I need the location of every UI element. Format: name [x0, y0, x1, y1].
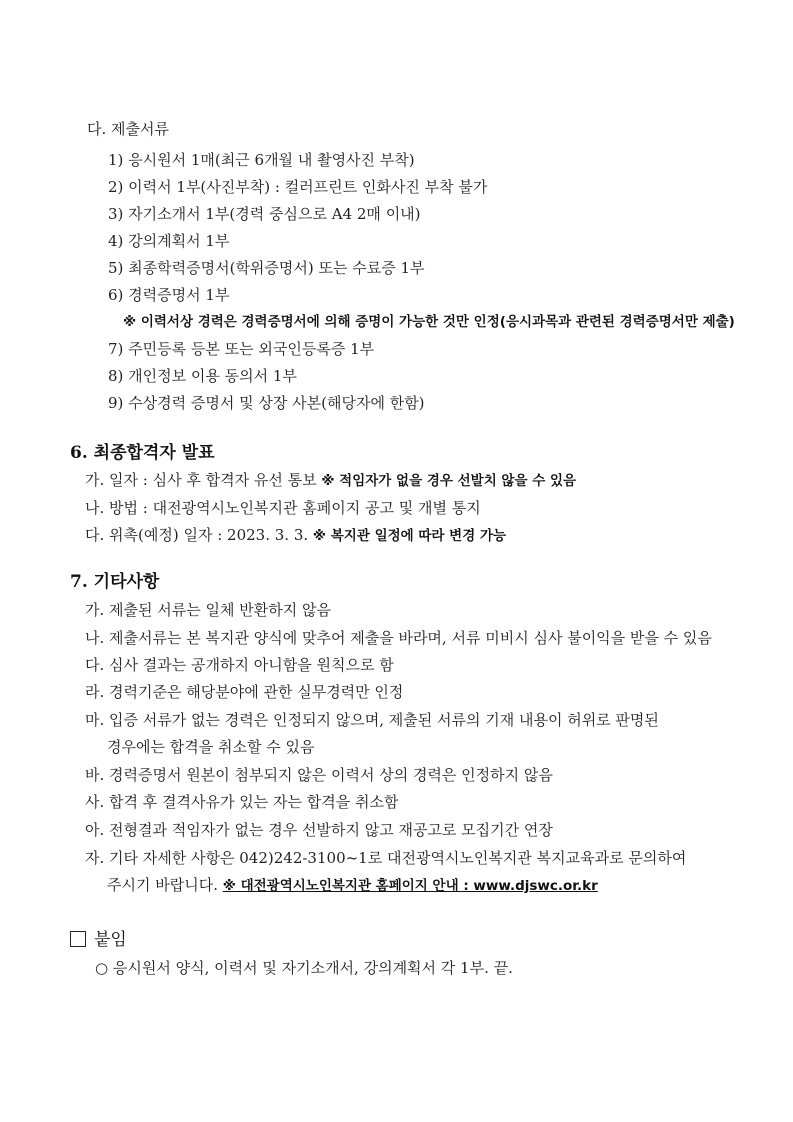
- misc-item: 다. 심사 결과는 공개하지 아니함을 원칙으로 함: [85, 656, 394, 674]
- doc-item: 3) 자기소개서 1부(경력 중심으로 A4 2매 이내): [108, 205, 421, 223]
- homepage-link[interactable]: ※ 대전광역시노인복지관 홈페이지 안내 : www.djswc.or.kr: [222, 878, 598, 894]
- doc-item: 6) 경력증명서 1부: [108, 286, 230, 304]
- announce-method: 나. 방법 : 대전광역시노인복지관 홈페이지 공고 및 개별 통지: [85, 499, 481, 517]
- doc-item: 4) 강의계획서 1부: [108, 232, 230, 250]
- career-note: ※ 이력서상 경력은 경력증명서에 의해 증명이 가능한 것만 인정(응시과목과 관련된 경력증명서만 제출): [123, 314, 735, 330]
- doc-item: 8) 개인정보 이용 동의서 1부: [108, 367, 297, 385]
- misc-item: 사. 합격 후 결격사유가 있는 자는 합격을 취소함: [85, 793, 399, 811]
- misc-item: 마. 입증 서류가 없는 경력은 인정되지 않으며, 제출된 서류의 기재 내용이 허위로 판명된: [85, 711, 659, 729]
- announce-date-text: 가. 일자 : 심사 후 합격자 유선 통보: [85, 471, 317, 489]
- misc-item: 바. 경력증명서 원본이 첨부되지 않은 이력서 상의 경력은 인정하지 않음: [85, 766, 553, 784]
- misc-item: 라. 경력기준은 해당분야에 관한 실무경력만 인정: [85, 683, 404, 701]
- contact-text: 주시기 바랍니다.: [107, 876, 218, 894]
- doc-item: 2) 이력서 1부(사진부착) : 컬러프린트 인화사진 부착 불가: [108, 178, 488, 196]
- misc-item: 아. 전형결과 적임자가 없는 경우 선발하지 않고 재공고로 모집기간 연장: [85, 821, 553, 839]
- section7-heading: 7. 기타사항: [70, 572, 160, 592]
- attachment-item: ○ 응시원서 양식, 이력서 및 자기소개서, 강의계획서 각 1부. 끝.: [95, 959, 513, 977]
- doc-item: 5) 최종학력증명서(학위증명서) 또는 수료증 1부: [108, 259, 425, 277]
- checkbox-square-icon: [70, 931, 86, 947]
- misc-item-cont: [107, 875, 598, 896]
- misc-item: 나. 제출서류는 본 복지관 양식에 맞추어 제출을 바라며, 서류 미비시 심사 불이익을 받을 수 있음: [85, 629, 712, 647]
- attachment-heading: [70, 930, 127, 950]
- misc-item: 가. 제출된 서류는 일체 반환하지 않음: [85, 601, 331, 619]
- appointment-date-text: 다. 위촉(예정) 일자 : 2023. 3. 3.: [85, 526, 309, 544]
- misc-item-cont: 경우에는 합격을 취소할 수 있음: [107, 738, 315, 756]
- doc-item: 7) 주민등록 등본 또는 외국인등록증 1부: [108, 340, 375, 358]
- appointment-date: [85, 525, 506, 546]
- announce-date-note: ※ 적임자가 없을 경우 선발치 않을 수 있음: [321, 473, 577, 489]
- appointment-date-note: ※ 복지관 일정에 따라 변경 가능: [312, 528, 507, 544]
- doc-item: 1) 응시원서 1매(최근 6개월 내 촬영사진 부착): [108, 151, 415, 169]
- doc-item: 9) 수상경력 증명서 및 상장 사본(해당자에 한함): [108, 394, 425, 412]
- attachment-title: 붙임: [94, 930, 127, 950]
- announce-date: [85, 470, 576, 491]
- submission-docs-title: 다. 제출서류: [87, 120, 169, 138]
- misc-item: 자. 기타 자세한 사항은 042)242-3100~1로 대전광역시노인복지관 복지교육과로 문의하여: [85, 849, 687, 867]
- section6-heading: 6. 최종합격자 발표: [70, 443, 215, 463]
